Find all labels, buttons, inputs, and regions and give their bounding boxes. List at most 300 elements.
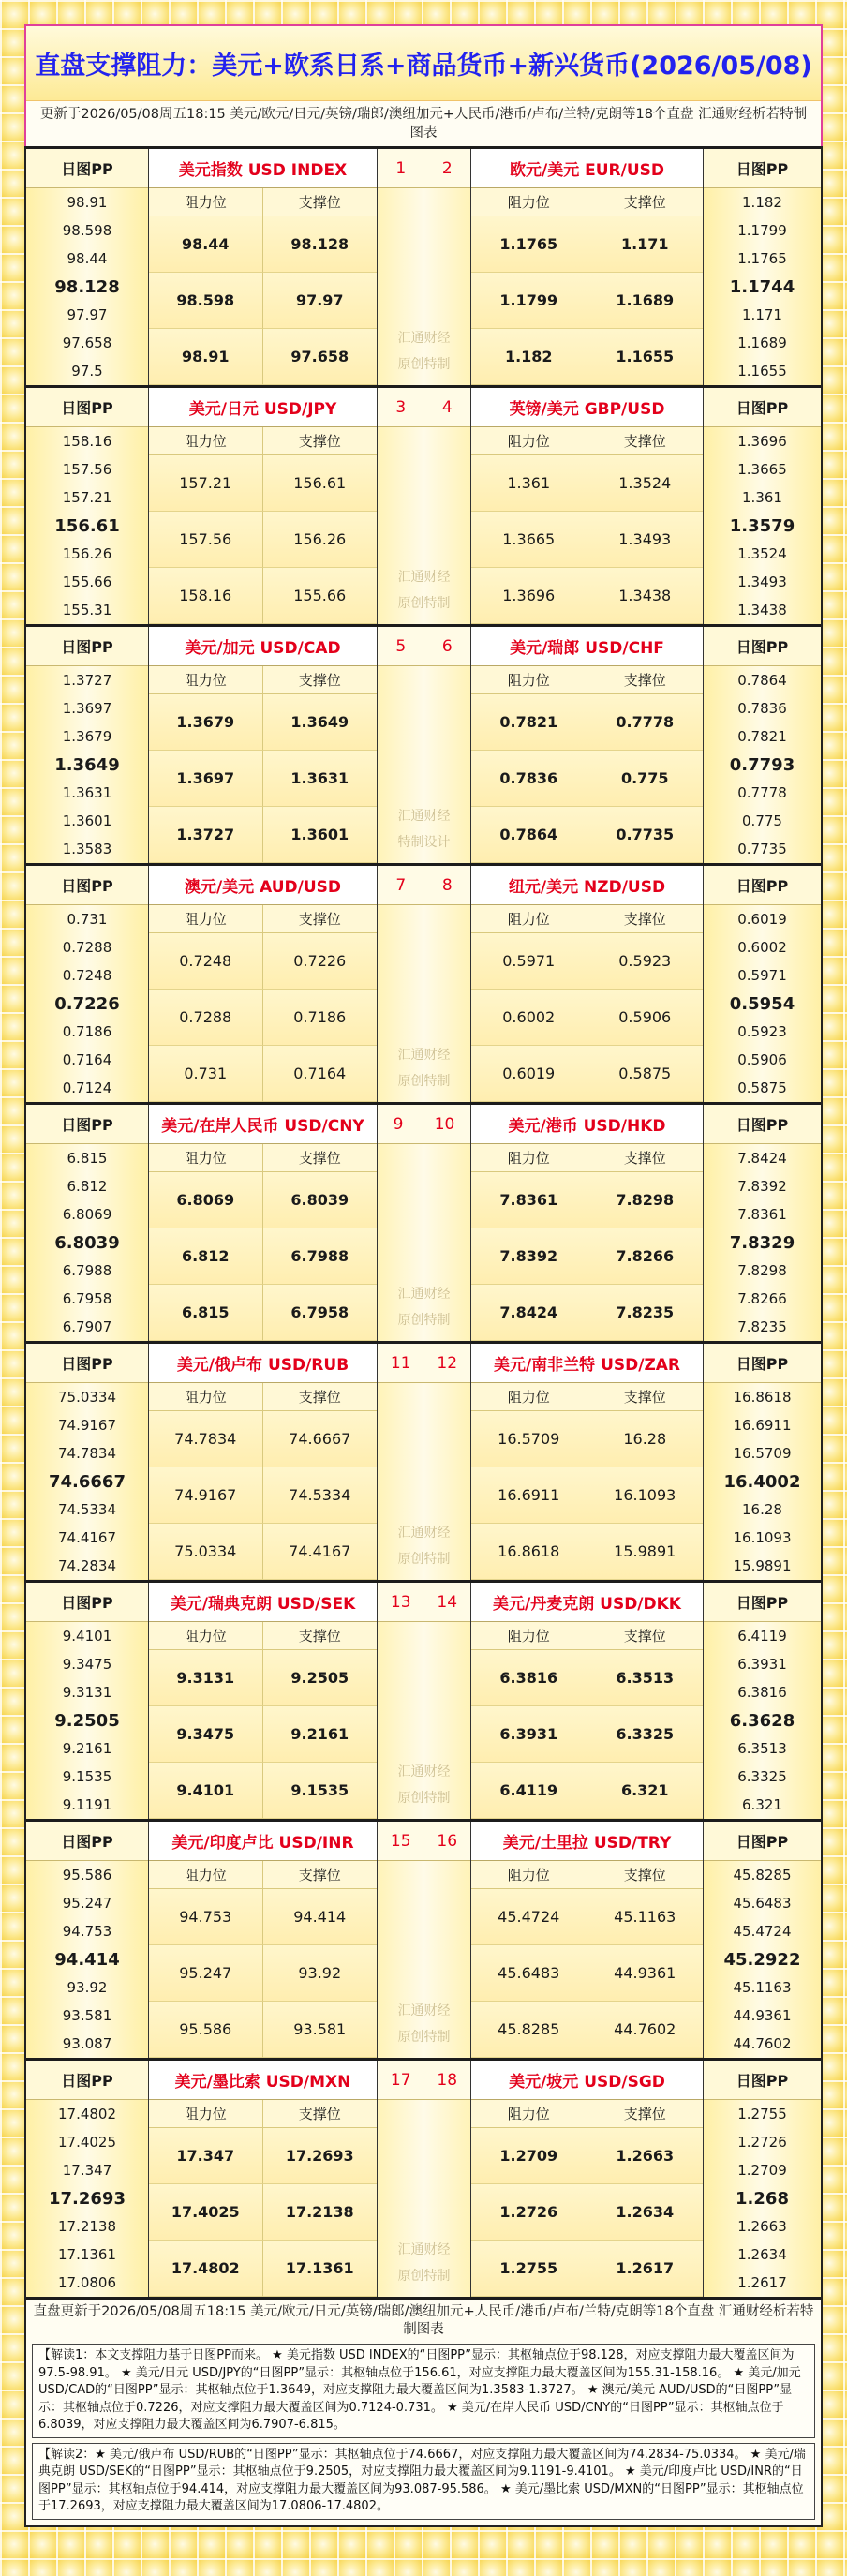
- support-value: 1.171: [587, 216, 704, 273]
- right-daily-pivot-column: [703, 627, 821, 863]
- daily-pivot-header: 日图PP: [26, 2061, 148, 2100]
- resistance-header: 阻力位: [149, 427, 263, 455]
- pair-numbers: [378, 1344, 470, 1383]
- pivot-level-s3: 1.2617: [737, 2274, 787, 2291]
- left-pair-table: [148, 1344, 377, 1580]
- support-header: 支撑位: [587, 1622, 704, 1650]
- pair-name: 美元/土里拉 USD/TRY: [471, 1822, 703, 1861]
- support-value: 1.3601: [263, 807, 378, 863]
- pair-number-right: 4: [441, 397, 453, 417]
- pivot-level-r3: 1.3696: [737, 433, 787, 450]
- support-value: 0.7778: [587, 694, 704, 751]
- right-pair-table: [470, 1105, 703, 1341]
- left-daily-pivot-column: [26, 1105, 148, 1341]
- pivot-level-r3: 158.16: [62, 433, 112, 450]
- daily-pivot-header: 日图PP: [26, 1822, 148, 1861]
- pivot-level-s2: 6.3325: [737, 1768, 787, 1785]
- pivot-level-r3: 16.8618: [733, 1389, 792, 1406]
- pivot-level-r1: 17.347: [62, 2162, 112, 2179]
- pivot-level-pivot: 7.8329: [729, 1232, 795, 1253]
- support-value: 1.3493: [587, 512, 704, 568]
- right-pair-table: [470, 149, 703, 385]
- pivot-level-r3: 1.182: [742, 194, 782, 211]
- support-header: 支撑位: [587, 1144, 704, 1172]
- daily-pivot-header: 日图PP: [704, 388, 821, 427]
- resistance-value: 0.6002: [471, 990, 587, 1046]
- pair-name: 美元/俄卢布 USD/RUB: [149, 1344, 377, 1383]
- support-value: 17.2693: [263, 2128, 378, 2184]
- support-value: 16.28: [587, 1411, 704, 1467]
- support-value: 156.61: [263, 455, 378, 512]
- resistance-value: 1.3697: [149, 751, 263, 807]
- resistance-value: 158.16: [149, 568, 263, 624]
- pivot-level-r2: 16.6911: [733, 1417, 792, 1434]
- pivot-level-r3: 0.6019: [737, 911, 787, 928]
- pivot-level-s2: 1.2634: [737, 2246, 787, 2263]
- pivot-level-r2: 6.3931: [737, 1656, 787, 1673]
- watermark-line: 汇通财经: [397, 1287, 451, 1302]
- pair-number-left: 3: [395, 397, 407, 417]
- resistance-value: 9.3475: [149, 1706, 263, 1763]
- pair-block-7: [26, 1580, 821, 1819]
- pair-name: 英镑/美元 GBP/USD: [471, 388, 703, 427]
- pivot-level-s3: 0.5875: [737, 1080, 787, 1096]
- pivot-level-r3: 1.3727: [62, 672, 112, 689]
- pair-number-column: [377, 2061, 470, 2297]
- pivot-level-r3: 95.586: [62, 1867, 112, 1884]
- resistance-value: 1.3679: [149, 694, 263, 751]
- pair-number-column: [377, 1344, 470, 1580]
- pivot-level-r1: 157.21: [62, 489, 112, 506]
- daily-pivot-header: 日图PP: [26, 627, 148, 666]
- resistance-value: 1.3665: [471, 512, 587, 568]
- pivot-level-s1: 1.171: [742, 306, 782, 323]
- resistance-value: 1.2726: [471, 2184, 587, 2241]
- left-pair-table: [148, 627, 377, 863]
- pivot-level-s1: 17.2138: [57, 2218, 117, 2235]
- pivot-level-r1: 1.361: [742, 489, 782, 506]
- pivot-level-r2: 95.247: [62, 1895, 112, 1912]
- pivot-level-r2: 1.3665: [737, 461, 787, 478]
- pair-number-column: [377, 627, 470, 863]
- resistance-header: 阻力位: [149, 1622, 263, 1650]
- pair-block-6: [26, 1341, 821, 1580]
- pivot-level-s2: 7.8266: [737, 1290, 787, 1307]
- pair-name: 美元/港币 USD/HKD: [471, 1105, 703, 1144]
- right-pair-table: [470, 1344, 703, 1580]
- resistance-header: 阻力位: [471, 1861, 587, 1889]
- support-value: 155.66: [263, 568, 378, 624]
- pair-block-9: [26, 2058, 821, 2300]
- pivot-level-s1: 7.8298: [737, 1262, 787, 1279]
- daily-pivot-header: 日图PP: [704, 2061, 821, 2100]
- pivot-level-pivot: 74.6667: [49, 1471, 126, 1492]
- daily-pivot-header: 日图PP: [704, 866, 821, 905]
- pivot-level-r3: 1.2755: [737, 2106, 787, 2122]
- resistance-value: 0.7248: [149, 933, 263, 990]
- watermark: [378, 564, 470, 617]
- pivot-level-r3: 98.91: [67, 194, 108, 211]
- pair-number-right: 6: [441, 636, 453, 656]
- support-value: 0.5906: [587, 990, 704, 1046]
- pivot-level-pivot: 1.3579: [729, 515, 795, 536]
- pair-number-left: 7: [395, 875, 407, 895]
- pivot-level-r2: 7.8392: [737, 1178, 787, 1195]
- pivot-level-r3: 75.0334: [57, 1389, 117, 1406]
- resistance-header: 阻力位: [149, 1144, 263, 1172]
- right-daily-pivot-column: [703, 149, 821, 385]
- pivot-level-s3: 15.9891: [733, 1557, 792, 1574]
- left-daily-pivot-column: [26, 1344, 148, 1580]
- watermark: [378, 325, 470, 378]
- pair-block-8: [26, 1819, 821, 2058]
- resistance-value: 45.4724: [471, 1889, 587, 1945]
- pair-name: 美元/丹麦克朗 USD/DKK: [471, 1583, 703, 1622]
- right-pair-table: [470, 1822, 703, 2058]
- pair-name: 美元/南非兰特 USD/ZAR: [471, 1344, 703, 1383]
- pivot-level-s2: 0.775: [742, 812, 782, 829]
- support-value: 1.2663: [587, 2128, 704, 2184]
- support-value: 98.128: [263, 216, 378, 273]
- pivot-level-s3: 1.3438: [737, 602, 787, 618]
- pivot-level-pivot: 6.3628: [729, 1710, 795, 1731]
- pivot-level-s2: 93.581: [62, 2007, 112, 2024]
- pair-numbers: [378, 1105, 470, 1144]
- pivot-level-r2: 1.2726: [737, 2134, 787, 2151]
- support-value: 93.581: [263, 2002, 378, 2058]
- daily-pivot-header: 日图PP: [26, 149, 148, 188]
- pivot-level-r2: 6.812: [67, 1178, 108, 1195]
- support-value: 1.3438: [587, 568, 704, 624]
- pivot-level-r1: 45.4724: [733, 1923, 792, 1940]
- pair-number-right: 12: [437, 1353, 458, 1373]
- pivot-level-s1: 1.3524: [737, 545, 787, 562]
- resistance-value: 7.8392: [471, 1228, 587, 1285]
- pivot-level-s1: 6.7988: [62, 1262, 112, 1279]
- watermark-line: 特制设计: [397, 835, 451, 850]
- resistance-value: 16.8618: [471, 1524, 587, 1580]
- pivot-level-pivot: 98.128: [54, 276, 120, 297]
- support-value: 7.8298: [587, 1172, 704, 1228]
- pair-name: 美元/印度卢比 USD/INR: [149, 1822, 377, 1861]
- pivot-level-r1: 0.5971: [737, 967, 787, 984]
- pair-numbers: [378, 1583, 470, 1622]
- right-daily-pivot-column: [703, 2061, 821, 2297]
- pivot-level-r2: 1.3697: [62, 700, 112, 717]
- support-header: 支撑位: [263, 666, 378, 694]
- watermark-line: 原创特制: [397, 1552, 451, 1567]
- pair-name: 美元/瑞典克朗 USD/SEK: [149, 1583, 377, 1622]
- pivot-level-r1: 1.3679: [62, 728, 112, 745]
- support-value: 0.7164: [263, 1046, 378, 1102]
- pivot-level-r2: 157.56: [62, 461, 112, 478]
- pair-numbers: [378, 1822, 470, 1861]
- support-value: 45.1163: [587, 1889, 704, 1945]
- right-daily-pivot-column: [703, 1105, 821, 1341]
- daily-pivot-header: 日图PP: [26, 1344, 148, 1383]
- daily-pivot-header: 日图PP: [26, 866, 148, 905]
- support-value: 1.2634: [587, 2184, 704, 2241]
- pivot-level-r1: 1.1765: [737, 250, 787, 267]
- pair-numbers: [378, 388, 470, 427]
- support-value: 44.9361: [587, 1945, 704, 2002]
- pivot-level-r2: 45.6483: [733, 1895, 792, 1912]
- support-value: 97.97: [263, 273, 378, 329]
- resistance-value: 0.7864: [471, 807, 587, 863]
- resistance-header: 阻力位: [471, 666, 587, 694]
- watermark-line: 汇通财经: [397, 1526, 451, 1541]
- left-pair-table: [148, 1822, 377, 2058]
- pivot-level-pivot: 0.5954: [729, 993, 795, 1014]
- daily-pivot-header: 日图PP: [704, 1344, 821, 1383]
- left-daily-pivot-column: [26, 866, 148, 1102]
- pivot-level-pivot: 45.2922: [723, 1949, 801, 1970]
- resistance-value: 9.4101: [149, 1763, 263, 1819]
- support-value: 15.9891: [587, 1524, 704, 1580]
- support-value: 0.7226: [263, 933, 378, 990]
- watermark-line: 原创特制: [397, 2030, 451, 2045]
- resistance-value: 75.0334: [149, 1524, 263, 1580]
- watermark: [378, 803, 470, 856]
- pair-number-column: [377, 866, 470, 1102]
- pivot-level-r2: 9.3475: [62, 1656, 112, 1673]
- resistance-value: 0.7288: [149, 990, 263, 1046]
- pivot-level-r2: 0.7836: [737, 700, 787, 717]
- pair-name: 欧元/美元 EUR/USD: [471, 149, 703, 188]
- support-value: 0.5875: [587, 1046, 704, 1102]
- resistance-value: 16.5709: [471, 1411, 587, 1467]
- support-header: 支撑位: [587, 427, 704, 455]
- resistance-header: 阻力位: [471, 188, 587, 216]
- left-daily-pivot-column: [26, 627, 148, 863]
- support-header: 支撑位: [263, 1622, 378, 1650]
- pivot-level-r1: 1.2709: [737, 2162, 787, 2179]
- pivot-level-r1: 0.7821: [737, 728, 787, 745]
- resistance-value: 95.586: [149, 2002, 263, 2058]
- pivot-level-r1: 16.5709: [733, 1445, 792, 1462]
- resistance-header: 阻力位: [471, 1144, 587, 1172]
- pivot-level-s1: 1.3631: [62, 784, 112, 801]
- daily-pivot-header: 日图PP: [704, 1105, 821, 1144]
- pivot-level-s3: 155.31: [62, 602, 112, 618]
- resistance-header: 阻力位: [149, 1861, 263, 1889]
- pair-number-column: [377, 149, 470, 385]
- pair-number-column: [377, 1583, 470, 1819]
- pivot-level-pivot: 94.414: [54, 1949, 120, 1970]
- support-header: 支撑位: [263, 2100, 378, 2128]
- resistance-value: 1.1799: [471, 273, 587, 329]
- pivot-level-s1: 97.97: [67, 306, 108, 323]
- resistance-value: 17.4802: [149, 2241, 263, 2297]
- pair-number-column: [377, 1105, 470, 1341]
- pivot-level-s1: 0.7186: [62, 1023, 112, 1040]
- watermark-line: 原创特制: [397, 1791, 451, 1806]
- resistance-header: 阻力位: [149, 1383, 263, 1411]
- pivot-level-r2: 74.9167: [57, 1417, 117, 1434]
- pivot-level-pivot: 16.4002: [723, 1471, 801, 1492]
- resistance-value: 16.6911: [471, 1467, 587, 1524]
- pair-name: 美元指数 USD INDEX: [149, 149, 377, 188]
- support-value: 74.4167: [263, 1524, 378, 1580]
- right-pair-table: [470, 2061, 703, 2297]
- sheet-header: [24, 24, 823, 146]
- support-value: 6.8039: [263, 1172, 378, 1228]
- pivot-level-s2: 44.9361: [733, 2007, 792, 2024]
- update-subtitle: 更新于2026/05/08周五18:15 美元/欧元/日元/英镑/瑞郎/澳纽加元+人民币/港币/卢布/兰特/克朗等18个直盘 汇通财经析若特制图表: [26, 101, 821, 146]
- resistance-value: 6.8069: [149, 1172, 263, 1228]
- pivot-level-s2: 16.1093: [733, 1529, 792, 1546]
- support-value: 94.414: [263, 1889, 378, 1945]
- pair-name: 美元/墨比索 USD/MXN: [149, 2061, 377, 2100]
- pair-number-right: 10: [434, 1114, 455, 1134]
- right-pair-table: [470, 388, 703, 624]
- pair-number-left: 1: [395, 158, 407, 178]
- pair-number-right: 16: [437, 1831, 458, 1851]
- pivot-level-s3: 6.7907: [62, 1318, 112, 1335]
- pair-number-right: 2: [441, 158, 453, 178]
- pivot-level-pivot: 6.8039: [54, 1232, 120, 1253]
- watermark-line: 汇通财经: [397, 570, 451, 585]
- pivot-level-s2: 0.7164: [62, 1051, 112, 1068]
- pair-block-2: [26, 385, 821, 624]
- support-value: 6.7988: [263, 1228, 378, 1285]
- pivot-level-s2: 74.4167: [57, 1529, 117, 1546]
- pivot-level-s1: 1.2663: [737, 2218, 787, 2235]
- pair-numbers: [378, 149, 470, 188]
- pair-name: 纽元/美元 NZD/USD: [471, 866, 703, 905]
- daily-pivot-header: 日图PP: [704, 1822, 821, 1861]
- pivot-level-s1: 6.3513: [737, 1740, 787, 1757]
- watermark-line: 汇通财经: [397, 2003, 451, 2018]
- right-daily-pivot-column: [703, 1822, 821, 2058]
- support-value: 17.1361: [263, 2241, 378, 2297]
- support-value: 16.1093: [587, 1467, 704, 1524]
- pivot-level-r1: 7.8361: [737, 1206, 787, 1223]
- resistance-value: 0.7821: [471, 694, 587, 751]
- pivot-level-pivot: 156.61: [54, 515, 120, 536]
- resistance-value: 74.9167: [149, 1467, 263, 1524]
- pair-number-left: 17: [390, 2070, 411, 2090]
- resistance-value: 0.7836: [471, 751, 587, 807]
- resistance-value: 0.731: [149, 1046, 263, 1102]
- pivot-level-s3: 0.7735: [737, 841, 787, 857]
- pivot-level-s2: 0.5906: [737, 1051, 787, 1068]
- left-pair-table: [148, 1105, 377, 1341]
- resistance-header: 阻力位: [471, 427, 587, 455]
- pair-number-left: 9: [393, 1114, 404, 1134]
- resistance-value: 45.8285: [471, 2002, 587, 2058]
- watermark-line: 原创特制: [397, 1074, 451, 1089]
- right-daily-pivot-column: [703, 866, 821, 1102]
- pivot-level-s2: 1.3601: [62, 812, 112, 829]
- resistance-value: 7.8424: [471, 1285, 587, 1341]
- support-header: 支撑位: [587, 1861, 704, 1889]
- pair-block-3: [26, 624, 821, 863]
- resistance-value: 17.4025: [149, 2184, 263, 2241]
- resistance-header: 阻力位: [149, 666, 263, 694]
- support-value: 0.7735: [587, 807, 704, 863]
- resistance-value: 98.91: [149, 329, 263, 385]
- resistance-header: 阻力位: [149, 2100, 263, 2128]
- pivot-level-s3: 93.087: [62, 2035, 112, 2052]
- pair-number-left: 11: [390, 1353, 411, 1373]
- watermark-line: 汇通财经: [397, 1048, 451, 1063]
- pair-block-1: [26, 146, 821, 385]
- pivot-level-r3: 17.4802: [57, 2106, 117, 2122]
- support-value: 44.7602: [587, 2002, 704, 2058]
- interpretation-note-1: 【解读1：本文支撑阻力基于日图PP而来。 ★ 美元指数 USD INDEX的“日图PP”显示：其枢轴点位于98.128，对应支撑阻力最大覆盖区间为97.5-98.91。 ★ 美元/日元 USD/JPY的“日图PP”显示：其枢轴点位于156.61，对应支撑阻力最大覆盖区间为155.31-158.16。 ★ 美元/加元 USD/CAD的“日图PP”显示：其枢轴点位于1.3649，对应支撑阻力最大覆盖区间为1.3583-1.3727。 ★ 澳元/美元 AUD/USD的“日图PP”显示：其枢轴点位于0.7226，对应支撑阻力最大覆盖区间为0.7124-0.731。 ★ 美元/在岸人民币 USD/CNY的“日图PP”显示：其枢轴点位于6.8039，对应支撑阻力最大覆盖区间为6.7907-6.815。: [32, 2344, 815, 2438]
- left-daily-pivot-column: [26, 2061, 148, 2297]
- pivot-level-s3: 74.2834: [57, 1557, 117, 1574]
- interpretation-note-2: 【解读2：★ 美元/俄卢布 USD/RUB的“日图PP”显示：其枢轴点位于74.6667，对应支撑阻力最大覆盖区间为74.2834-75.0334。 ★ 美元/瑞典克朗 USD/SEK的“日图PP”显示：其枢轴点位于9.2505，对应支撑阻力最大覆盖区间为9.1191-9.4101。 ★ 美元/印度卢比 USD/INR的“日图PP”显示：其枢轴点位于94.414，对应支撑阻力最大覆盖区间为93.087-95.586。 ★ 美元/墨比索 USD/MXN的“日图PP”显示：其枢轴点位于17.2693，对应支撑阻力最大覆盖区间为17.0806-17.4802。: [32, 2443, 815, 2520]
- pair-name: 美元/在岸人民币 USD/CNY: [149, 1105, 377, 1144]
- pivot-level-r3: 6.4119: [737, 1628, 787, 1645]
- watermark-line: 原创特制: [397, 1313, 451, 1328]
- pivot-level-s3: 9.1191: [62, 1796, 112, 1813]
- left-daily-pivot-column: [26, 1583, 148, 1819]
- resistance-value: 74.7834: [149, 1411, 263, 1467]
- pivot-level-r1: 6.3816: [737, 1684, 787, 1701]
- pivot-level-r1: 74.7834: [57, 1445, 117, 1462]
- support-value: 6.7958: [263, 1285, 378, 1341]
- pivot-level-r2: 17.4025: [57, 2134, 117, 2151]
- support-value: 9.2505: [263, 1650, 378, 1706]
- pivot-level-r3: 9.4101: [62, 1628, 112, 1645]
- support-header: 支撑位: [587, 666, 704, 694]
- pivot-level-s3: 7.8235: [737, 1318, 787, 1335]
- support-value: 9.1535: [263, 1763, 378, 1819]
- pivot-level-r1: 94.753: [62, 1923, 112, 1940]
- pair-number-right: 8: [441, 875, 453, 895]
- watermark: [378, 1281, 470, 1333]
- watermark-line: 原创特制: [397, 2269, 451, 2284]
- support-value: 6.3513: [587, 1650, 704, 1706]
- watermark: [378, 1042, 470, 1094]
- resistance-value: 7.8361: [471, 1172, 587, 1228]
- pivot-level-r3: 45.8285: [733, 1867, 792, 1884]
- support-value: 0.5923: [587, 933, 704, 990]
- pivot-level-r2: 1.1799: [737, 222, 787, 239]
- support-header: 支撑位: [587, 905, 704, 933]
- right-pair-table: [470, 866, 703, 1102]
- left-pair-table: [148, 149, 377, 385]
- support-header: 支撑位: [587, 2100, 704, 2128]
- watermark-line: 汇通财经: [397, 809, 451, 824]
- pair-number-left: 5: [395, 636, 407, 656]
- daily-pivot-header: 日图PP: [704, 149, 821, 188]
- support-value: 1.1655: [587, 329, 704, 385]
- pair-name: 美元/日元 USD/JPY: [149, 388, 377, 427]
- support-value: 1.1689: [587, 273, 704, 329]
- resistance-value: 98.44: [149, 216, 263, 273]
- watermark-line: 汇通财经: [397, 331, 451, 346]
- resistance-value: 6.815: [149, 1285, 263, 1341]
- pivot-level-s1: 0.5923: [737, 1023, 787, 1040]
- pivot-level-s1: 93.92: [67, 1979, 108, 1996]
- resistance-value: 0.6019: [471, 1046, 587, 1102]
- resistance-value: 1.2755: [471, 2241, 587, 2297]
- support-value: 17.2138: [263, 2184, 378, 2241]
- pivot-level-r1: 9.3131: [62, 1684, 112, 1701]
- right-pair-table: [470, 1583, 703, 1819]
- support-value: 6.3325: [587, 1706, 704, 1763]
- support-value: 9.2161: [263, 1706, 378, 1763]
- resistance-header: 阻力位: [149, 188, 263, 216]
- right-pair-table: [470, 627, 703, 863]
- pair-number-left: 15: [390, 1831, 411, 1851]
- pivot-level-r3: 6.815: [67, 1150, 108, 1167]
- pair-block-5: [26, 1102, 821, 1341]
